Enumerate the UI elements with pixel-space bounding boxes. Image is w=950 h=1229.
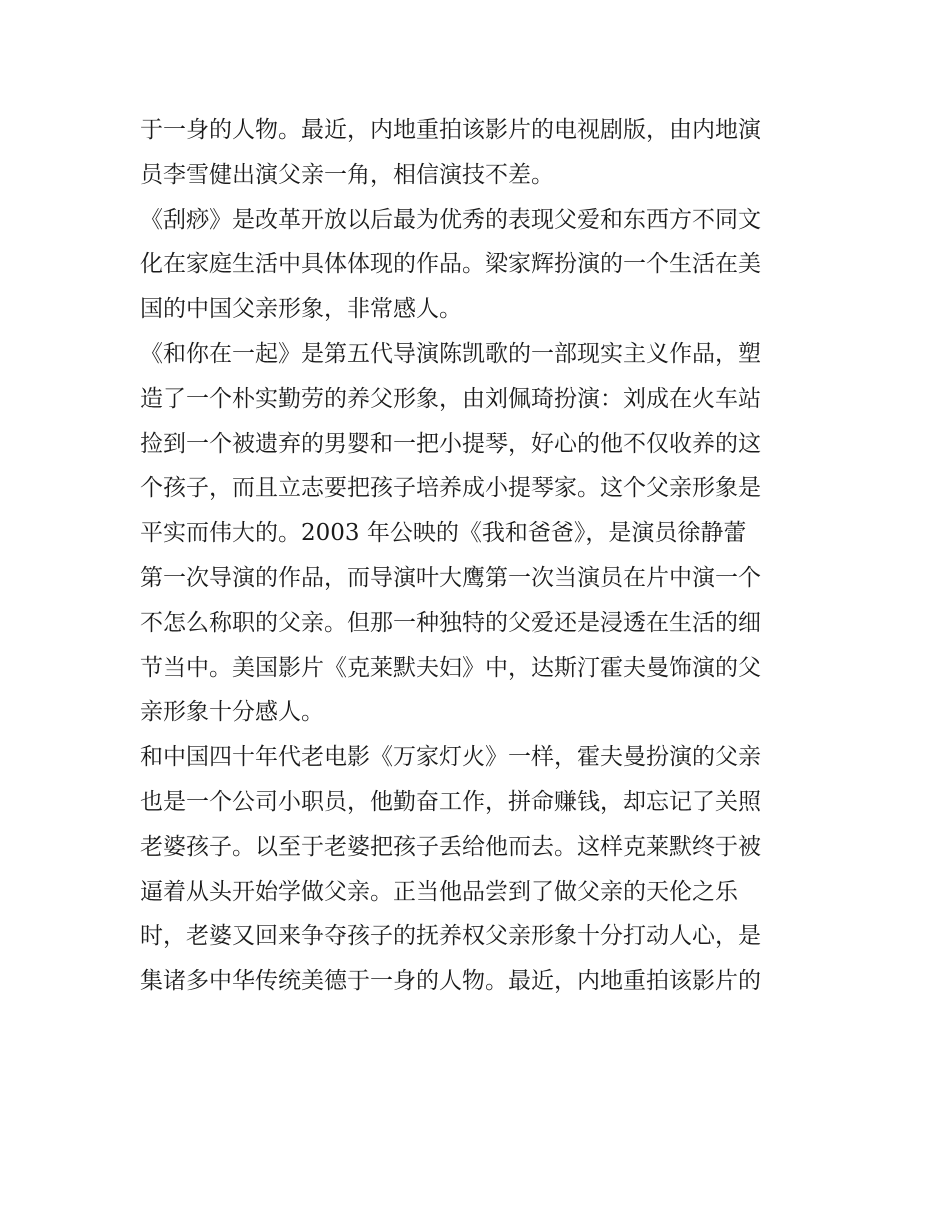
text-line: 于一身的人物。最近，内地重拍该影片的电视剧版，由内地演 — [140, 117, 761, 143]
text-line: 捡到一个被遗弃的男婴和一把小提琴，好心的他不仅收养的这 — [140, 430, 761, 457]
text-line: 亲形象十分感人。 — [140, 699, 324, 726]
text-line: 节当中。美国影片《克莱默夫妇》中，达斯汀霍夫曼饰演的父 — [140, 654, 761, 681]
text-line: 逼着从头开始学做父亲。正当他品尝到了做父亲的天伦之乐 — [140, 878, 738, 905]
text-line: 也是一个公司小职员，他勤奋工作，拼命赚钱，却忘记了关照 — [140, 788, 761, 815]
text-line: 国的中国父亲形象，非常感人。 — [140, 296, 462, 323]
text-line: 不怎么称职的父亲。但那一种独特的父爱还是浸透在生活的细 — [140, 609, 761, 636]
text-line: 《和你在一起》是第五代导演陈凯歌的一部现实主义作品，塑 — [140, 340, 761, 367]
text-line: 个孩子，而且立志要把孩子培养成小提琴家。这个父亲形象是 — [140, 475, 761, 502]
text-line: 第一次导演的作品，而导演叶大鹰第一次当演员在片中演一个 — [140, 564, 761, 591]
text-line: 《刮痧》是改革开放以后最为优秀的表现父爱和东西方不同文 — [140, 206, 761, 233]
text-line: 老婆孩子。以至于老婆把孩子丢给他而去。这样克莱默终于被 — [140, 833, 761, 860]
body-text — [140, 108, 820, 1004]
text-line: 和中国四十年代老电影《万家灯火》一样，霍夫曼扮演的父亲 — [140, 744, 761, 771]
text-line: 时，老婆又回来争夺孩子的抚养权父亲形象十分打动人心，是 — [140, 923, 761, 950]
text-line: 化在家庭生活中具体体现的作品。梁家辉扮演的一个生活在美 — [140, 251, 761, 278]
text-line: 造了一个朴实勤劳的养父形象，由刘佩琦扮演：刘成在火车站 — [140, 385, 761, 412]
text-line: 员李雪健出演父亲一角，相信演技不差。 — [140, 161, 554, 188]
text-line: 平实而伟大的。2003 年公映的《我和爸爸》，是演员徐静蕾 — [140, 520, 747, 547]
text-line: 集诸多中华传统美德于一身的人物。最近，内地重拍该影片的 — [140, 968, 761, 995]
